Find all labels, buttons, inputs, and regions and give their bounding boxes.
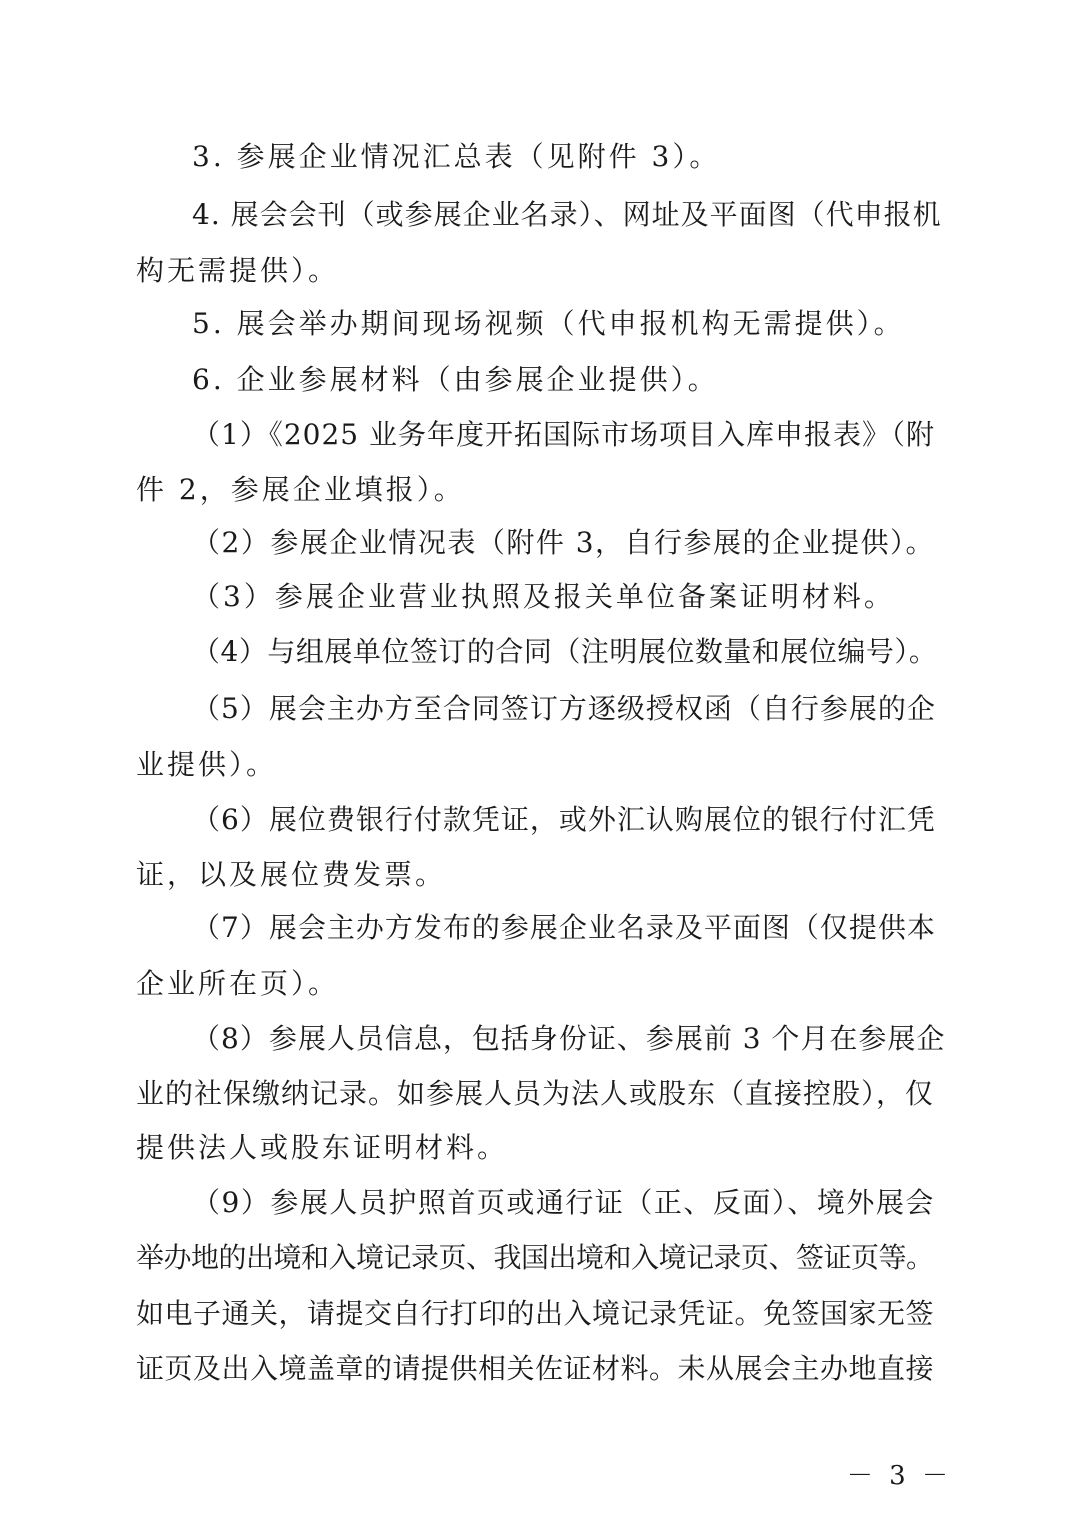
subitem-6-line-2: 证，以及展位费发票。 [136, 858, 447, 891]
subitem-9-line-4: 证页及出入境盖章的请提供相关佐证材料。未从展会主办地直接 [136, 1352, 935, 1385]
item-4-line-2: 构无需提供）。 [136, 254, 340, 287]
subitem-2-line-1: （2）参展企业情况表（附件 3，自行参展的企业提供）。 [192, 526, 936, 559]
subitem-1-line-1: （1）《2025 业务年度开拓国际市场项目入库申报表》（附 [192, 418, 935, 451]
subitem-6-line-1: （6）展位费银行付款凭证，或外汇认购展位的银行付汇凭 [192, 803, 936, 836]
subitem-9-line-2: 举办地的出境和入境记录页、我国出境和入境记录页、签证页等。 [136, 1241, 934, 1274]
item-3-line-1: 3. 参展企业情况汇总表（见附件 3）。 [192, 140, 721, 173]
subitem-1-line-2: 件 2，参展企业填报）。 [136, 473, 465, 506]
subitem-4-line-1: （4）与组展单位签订的合同（注明展位数量和展位编号）。 [192, 635, 938, 668]
subitem-8-line-3: 提供法人或股东证明材料。 [136, 1131, 509, 1164]
page-number: － 3 － [846, 1461, 952, 1491]
subitem-3-line-1: （3）参展企业营业执照及报关单位备案证明材料。 [192, 580, 895, 613]
subitem-8-line-2: 业的社保缴纳记录。如参展人员为法人或股东（直接控股），仅 [136, 1077, 935, 1110]
subitem-9-line-3: 如电子通关，请提交自行打印的出入境记录凭证。免签国家无签 [136, 1297, 935, 1330]
item-4-line-1: 4. 展会会刊（或参展企业名录）、网址及平面图（代申报机 [192, 198, 942, 231]
subitem-8-line-1: （8）参展人员信息，包括身份证、参展前 3 个月在参展企 [192, 1022, 946, 1055]
subitem-7-line-2: 企业所在页）。 [136, 967, 340, 1000]
subitem-7-line-1: （7）展会主办方发布的参展企业名录及平面图（仅提供本 [192, 911, 936, 944]
subitem-9-line-1: （9）参展人员护照首页或通行证（正、反面）、境外展会 [192, 1186, 935, 1219]
item-6-line-1: 6. 企业参展材料（由参展企业提供）。 [192, 363, 719, 396]
item-5-line-1: 5. 展会举办期间现场视频（代申报机构无需提供）。 [192, 307, 905, 340]
subitem-5-line-1: （5）展会主办方至合同签订方逐级授权函（自行参展的企 [192, 692, 936, 725]
subitem-5-line-2: 业提供）。 [136, 748, 278, 781]
